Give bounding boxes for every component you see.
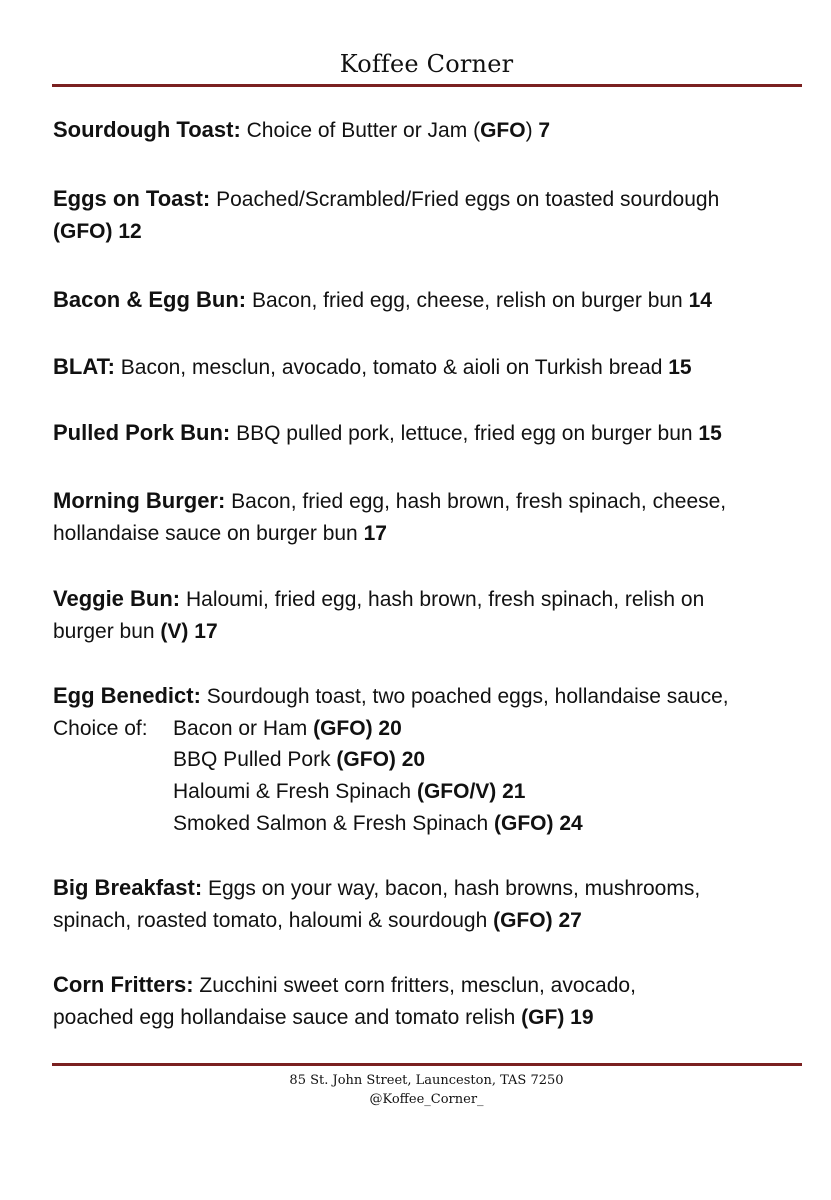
item-dietary-tag: (GFO) [53,220,113,243]
item-name: Morning Burger: [53,488,226,513]
item-name: Bacon & Egg Bun: [53,287,247,312]
option-dietary-tag: (GFO) [336,748,396,771]
item-price: 17 [194,620,218,643]
item-description-continued: burger bun [53,620,155,643]
bottom-divider [52,1063,802,1066]
menu-item-sourdough-toast [53,114,813,147]
item-description: Zucchini sweet corn fritters, mesclun, avocado, [199,974,636,997]
item-name: Big Breakfast: [53,875,203,900]
option-price: 20 [378,717,402,740]
item-description: Choice of Butter or Jam ( [246,119,481,142]
item-description: Bacon, fried egg, cheese, relish on burger bun [251,289,683,312]
menu-item-big-breakfast [53,872,813,937]
item-description: BBQ pulled pork, lettuce, fried egg on burger bun [236,422,693,445]
menu-item-morning-burger [53,485,813,550]
item-name: Pulled Pork Bun: [53,420,231,445]
item-price: 19 [570,1006,594,1029]
option-dietary-tag: (GFO) [313,717,373,740]
item-price: 15 [698,422,722,445]
item-name: Sourdough Toast: [53,117,241,142]
item-description-continued: hollandaise sauce on burger bun [53,522,358,545]
item-name: Eggs on Toast: [53,186,211,211]
item-description: Haloumi, fried egg, hash brown, fresh spinach, relish on [185,588,705,611]
benedict-option [173,776,525,808]
item-dietary-tag: (GF) [521,1006,565,1029]
option-label: Bacon or Ham [173,717,308,740]
benedict-option [173,808,583,840]
option-price: 24 [559,812,583,835]
item-name: Corn Fritters: [53,972,194,997]
option-label: Smoked Salmon & Fresh Spinach [173,812,489,835]
item-description: Poached/Scrambled/Fried eggs on toasted sourdough [216,188,720,211]
item-name: Veggie Bun: [53,586,181,611]
item-price: 17 [363,522,387,545]
option-dietary-tag: (GFO) [494,812,554,835]
footer-social-handle: @Koffee_Corner_ [369,1092,484,1107]
item-tag-suffix: ) [525,119,533,142]
item-description-continued: spinach, roasted tomato, haloumi & sourdough [53,909,488,932]
item-price: 14 [688,289,712,312]
choice-label: Choice of: [53,717,148,740]
option-dietary-tag: (GFO/V) [416,780,497,803]
option-price: 21 [502,780,526,803]
menu-item-blat [53,351,813,384]
item-price: 15 [668,356,692,379]
item-price: 27 [558,909,582,932]
item-price: 7 [538,119,551,142]
benedict-option [173,713,402,745]
item-description-continued: poached egg hollandaise sauce and tomato relish [53,1006,516,1029]
menu-item-egg-benedict [53,680,813,713]
item-description: Bacon, mesclun, avocado, tomato & aioli on Turkish bread [120,356,663,379]
option-price: 20 [401,748,426,771]
benedict-option [173,744,425,776]
menu-item-bacon-egg-bun [53,284,813,317]
item-description: Bacon, fried egg, hash brown, fresh spinach, cheese, [231,490,727,513]
footer-address: 85 St. John Street, Launceston, TAS 7250 [289,1073,564,1088]
menu-item-corn-fritters [53,969,813,1034]
menu-item-eggs-on-toast [53,183,813,248]
item-dietary-tag: (GFO) [493,909,553,932]
menu-item-pulled-pork-bun [53,417,813,450]
item-description: Eggs on your way, bacon, hash browns, mushrooms, [208,877,701,900]
option-label: Haloumi & Fresh Spinach [173,780,412,803]
item-price: 12 [118,220,142,243]
page-title: Koffee Corner [339,50,514,78]
option-label: BBQ Pulled Pork [173,748,331,771]
item-dietary-tag: GFO [480,119,526,142]
item-description: Sourdough toast, two poached eggs, hollandaise sauce, [206,685,729,708]
item-name: Egg Benedict: [53,683,201,708]
top-divider [52,84,802,87]
item-name: BLAT: [53,354,115,379]
item-dietary-tag: (V) [160,620,189,643]
menu-item-veggie-bun [53,583,813,648]
